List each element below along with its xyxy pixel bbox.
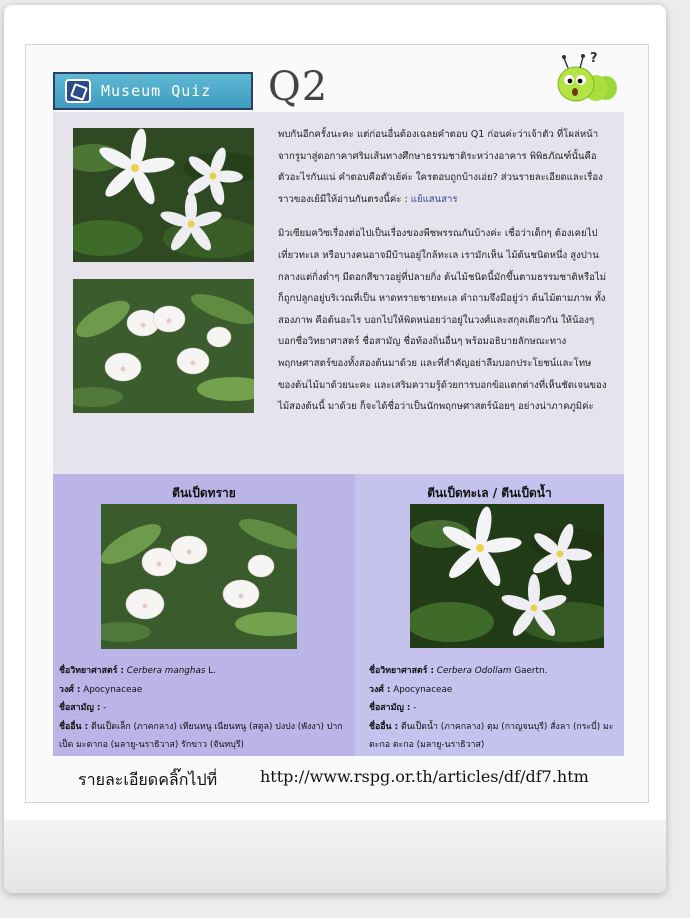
question-text <box>278 124 608 431</box>
plant-left-family-row: วงศ์ : Apocynaceae <box>59 684 143 695</box>
book-icon <box>65 79 91 103</box>
plant-right-sci-row: ชื่อวิทยาศาสตร์ : Cerbera Odollam Gaertn. <box>369 666 548 676</box>
footer-label: รายละเอียดคลิ๊กไปที่ <box>78 770 218 789</box>
plant-left-common-row: ชื่อสามัญ : - <box>59 703 107 713</box>
question-title: Q2 <box>268 64 329 110</box>
photo-plant-left <box>101 504 297 649</box>
plant-right-family-row: วงศ์ : Apocynaceae <box>369 684 453 695</box>
footer-url-link[interactable]: http://www.rspg.or.th/articles/df/df7.htm <box>260 767 589 786</box>
plant-right-title: ตีนเป็ดทะเล / ตีนเป็ดน้ำ <box>427 486 552 500</box>
intro-paragraph: พบกันอีกครั้งนะคะ แต่ก่อนอื่นต้องเฉลยคำตอบ Q1 ก่อนค่ะว่าเจ้าตัว ที่โผล่หน้าจากรูมาสู่ดอกาคาศริมเส้นทางศึกษาธรรมชาติระหว่างอาคาร พิพิธภัณฑ์นั้นคือตัวอะไรกันแน่ คำตอบคือตัวเย้ค่ะ ใครตอบถูกบ้างเอ่ย? ส่วนรายละเอียดและเรื่องราวของเย้มีให้อ่านกันตรงนี้ค่ะ : แย้แสนสาร <box>278 129 603 205</box>
plant-right-other-row: ชื่ออื่น : ตีนเป็ดน้ำ (ภาคกลาง) ตุม (กาญจนบุรี) สั่งลา (กระบี่) มะตะกอ ตะกอ (มลายู-นราธิวาส) <box>369 721 614 750</box>
plant-left-info <box>59 662 351 755</box>
photo-cerbera-manghas <box>73 279 254 413</box>
museum-quiz-badge <box>53 72 253 110</box>
plant-left-sci-row: ชื่อวิทยาศาสตร์ : Cerbera manghas L. <box>59 666 216 676</box>
intro-link[interactable]: แย้แสนสาร <box>410 193 458 205</box>
plant-right-info <box>369 662 619 755</box>
card-reflection <box>4 820 666 893</box>
plant-right-common-row: ชื่อสามัญ : - <box>369 703 417 713</box>
badge-label: Museum Quiz <box>101 82 212 100</box>
plant-left-other-row: ชื่ออื่น : ตีนเป็ดเล็ก (ภาคกลาง) เทียนหนู เนียนหนู (สตูล) ปงปง (พังงา) ปากเป็ด มะตากอ (มลายู-นราธิวาส) รักขาว (จันทบุรี) <box>59 721 343 750</box>
photo-plant-right <box>410 504 604 648</box>
body-paragraph: มิวเซียมควิซเรื่องต่อไปเป็นเรื่องของพืชพรรณกันบ้างค่ะ เชื่อว่าเด็กๆ ต้องเคยไปเที่ยวทะเล หรือบางคนอาจมีบ้านอยู่ใกล้ทะเล เรามักเห็น ไม้ต้นชนิดหนึ่ง สูงปานกลางแต่กิ่งต่ำๆ มีดอกสีขาวอยู่ที่ปลายกิ่ง ต้นไม้ชนิดนี้มักขึ้นตามธรรมชาติหรือไม่ก็ถูกปลูกอยู่บริเวณที่เป็น หาดทรายชายทะเล คำถามจึงมีอยู่ว่า ต้นไม้ตามภาพ ทั้งสองภาพ คือต้นอะไร บอกไปให้พิดหน่อยว่าอยู่ในวงศ์และสกุลเดียวกัน ให้น้องๆ บอกชื่อวิทยาศาสตร์ ชื่อสามัญ ชื่อท้องถิ่นอื่นๆ พร้อมอธิบายลักษณะทางพฤกษศาสตร์ของทั้งสองต้นมาด้วย และที่สำคัญอย่าลืมบอกประโยชน์และโทษของต้นไม้มาด้วยนะคะ และเสริมความรู้ด้วยการบอกข้อแตกต่างที่เห็นชัดเจนของไม้สองต้นนี้ มาด้วย ก็จะได้ชื่อว่าเป็นนักพฤกษศาสตร์น้อยๆ อย่างน่าภาคภูมิค่ะ <box>278 228 607 413</box>
plant-card-right <box>355 474 624 756</box>
photo-cerbera-odollam <box>73 128 254 262</box>
plant-left-title: ตีนเป็ดทราย <box>172 486 236 500</box>
svg-text:?: ? <box>590 51 598 66</box>
plant-card-left <box>53 474 355 756</box>
caterpillar-mascot-icon <box>552 50 622 110</box>
